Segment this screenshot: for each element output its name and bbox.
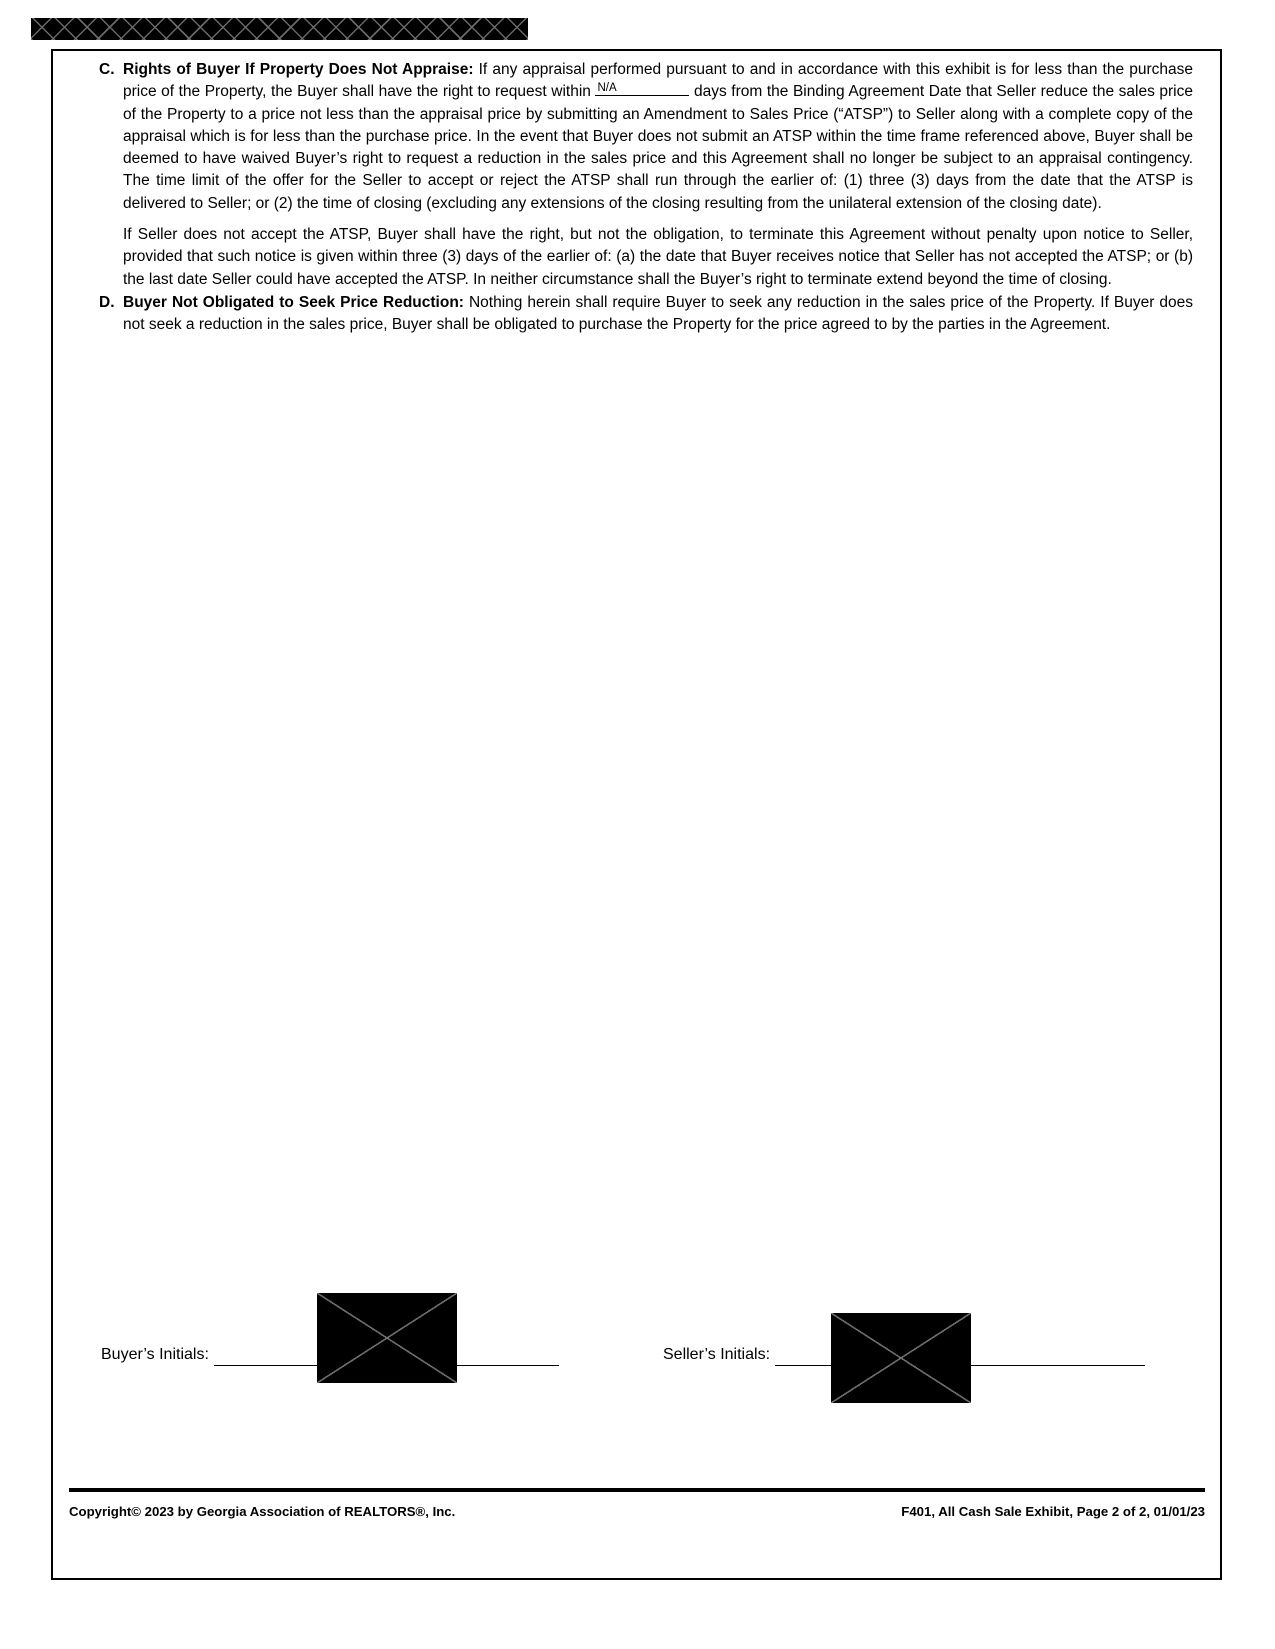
clause-d-text: Nothing herein shall require Buyer to seek any reduction in the sales price of the Property. If Buyer does not seek a reduction in the sales price, Buyer shall be obligated to purchase the Property for the price agreed to by the parties in the Agreement. — [123, 293, 1193, 334]
clause-c-text-after-blank: days from the Binding Agreement Date that Seller reduce the sales price of the Property to a price not less than the appraisal price by submitting an Amendment to Sales Price (“ATSP”) to Seller along with a complete copy of the appraisal which is for less than the purchase price. In the event that Buyer does not submit an ATSP within the time frame referenced above, Buyer shall be deemed to have waived Buyer’s right to request a reduction in the sales price and this Agreement shall no longer be subject to an appraisal contingency. The time limit of the offer for the Seller to accept or reject the ATSP shall run through the earlier of: (1) three (3) days from the date that the ATSP is delivered to Seller; or (2) the time of closing (excluding any extensions of the closing resulting from the unilateral extension of the closing date). — [123, 83, 1193, 212]
clause-c — [93, 59, 1193, 215]
buyer-initials-redaction-box — [317, 1293, 457, 1383]
clause-c-text-before-blank: If any appraisal performed pursuant to and in accordance with this exhibit is for less than the purchase price of the Property, the Buyer shall have the right to request within — [123, 61, 1193, 101]
clause-d-letter: D. — [99, 293, 115, 311]
clause-d-body — [123, 292, 1193, 337]
clause-c-heading: Rights of Buyer If Property Does Not Appraise: — [123, 61, 474, 78]
clause-c-body — [123, 59, 1193, 215]
footer-divider — [69, 1488, 1205, 1492]
footer-form-info: F401, All Cash Sale Exhibit, Page 2 of 2, 01/01/23 — [901, 1504, 1205, 1519]
document-body — [93, 59, 1193, 337]
top-redaction-bar — [31, 18, 528, 40]
clause-c-letter: C. — [99, 61, 115, 78]
buyer-initials-label: Buyer’s Initials: — [101, 1346, 209, 1363]
footer-copyright: Copyright© 2023 by Georgia Association of REALTORS®, Inc. — [69, 1504, 456, 1519]
seller-initials-redaction-box — [831, 1313, 971, 1403]
page-footer — [69, 1503, 1205, 1521]
clause-d-heading: Buyer Not Obligated to Seek Price Reduction: — [123, 293, 464, 311]
seller-initials-label: Seller’s Initials: — [663, 1346, 771, 1363]
clause-d — [93, 292, 1193, 337]
appraisal-days-field[interactable]: N/A — [595, 82, 689, 96]
document-page-frame — [51, 49, 1222, 1580]
initials-section — [93, 1246, 1193, 1366]
clause-c-continuation: If Seller does not accept the ATSP, Buyer shall have the right, but not the obligation, to terminate this Agreement without penalty upon notice to Seller, provided that such notice is given within three (3) days of the earlier of: (a) the date that Buyer receives notice that Seller has not accepted the ATSP; or (b) the last date Seller could have accepted the ATSP. In neither circumstance shall the Buyer’s right to terminate extend beyond the time of closing. — [123, 226, 1193, 288]
